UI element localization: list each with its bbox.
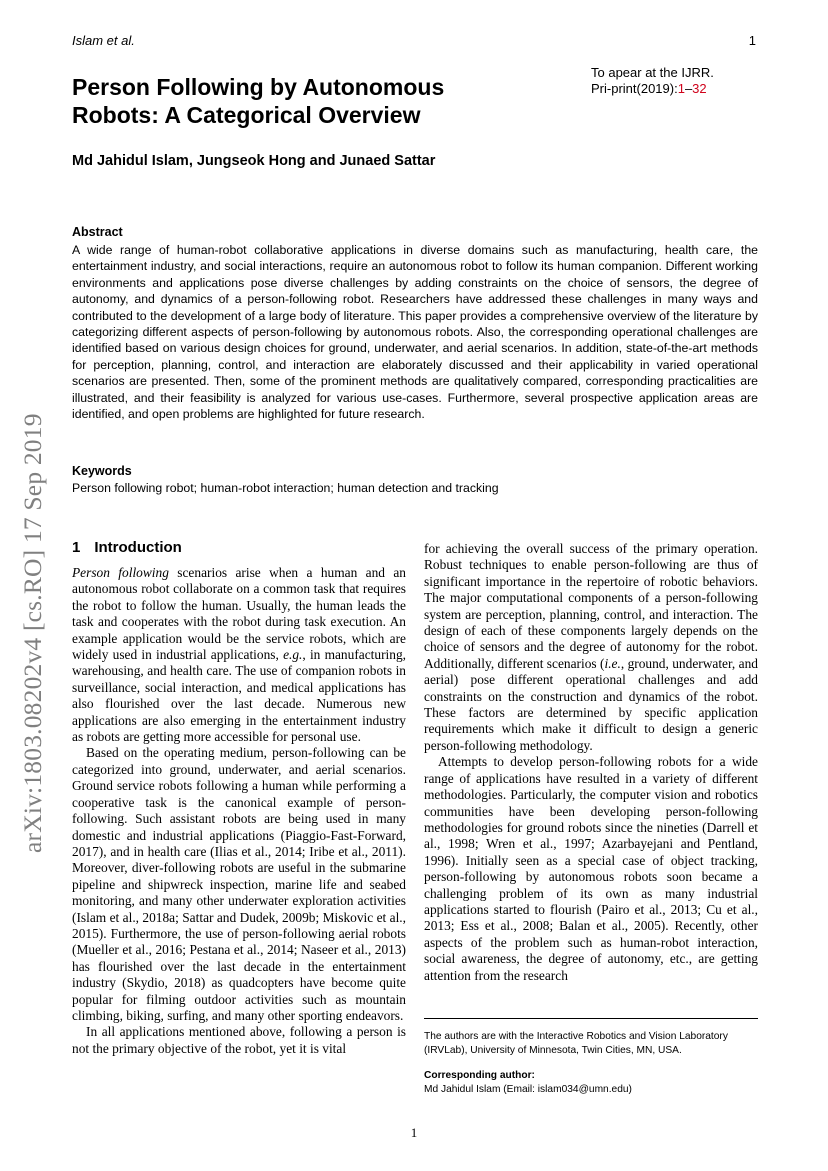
corresponding-author: Md Jahidul Islam (Email: islam034@umn.edu) [424,1084,632,1095]
title-line-2: Robots: A Categorical Overview [72,102,421,128]
page-number-bottom: 1 [410,1125,418,1140]
intro-paragraph-3: In all applications mentioned above, following a person is not the primary objective of the robot, yet it is vital [72,1024,406,1056]
footnote-rule [424,1018,758,1019]
keywords-heading: Keywords [72,464,132,478]
page-number-top: 1 [748,33,756,48]
venue-note [591,65,714,97]
intro-paragraph-2: Based on the operating medium, person-following can be categorized into ground, underwater, and aerial scenarios. Ground service robots following a human while performing a cooperative task is the canonical example of person-following. Such assistant robots are being used in many domestic and industrial applications (Piaggio-Fast-Forward, 2017), and in health care (Ilias et al., 2014; Iribe et al., 2011). Moreover, diver-following robots are useful in the submarine pipeline and shipwreck inspection, marine life and seabed monitoring, and many other underwater exploration activities (Islam et al., 2018a; Sattar and Dudek, 2009b; Miskovic et al., 2015). Furthermore, the use of person-following aerial robots (Mueller et al., 2016; Pestana et al., 2014; Naseer et al., 2013) has flourished over the last decade in the entertainment industry (Skydio, 2018) as quadcopters have become quite popular for filming outdoor activities such as mountain climbing, biking, surfing, and many other sporting endeavors. [72,745,406,1023]
author-list: Md Jahidul Islam, Jungseok Hong and Junaed Sattar [72,153,436,169]
abstract-heading: Abstract [72,225,123,239]
page-start-link[interactable]: 1 [677,81,685,96]
paper-title [72,73,532,129]
venue-line-2: Pri-print(2019):1–32 [591,81,707,96]
section-heading [72,539,182,556]
section-title: Introduction [94,539,182,556]
title-line-1: Person Following by Autonomous [72,74,445,100]
intro-paragraph-4: Attempts to develop person-following robots for a wide range of applications have resulted in a variety of different methodologies. Particularly, the computer vision and robotics communities have been developing person-following methodologies for ground robots since the nineties (Darrell et al., 1998; Wren et al., 1997; Azarbayejani and Pentland, 1996). Initially seen as a special case of object tracking, person-following by autonomous robots soon became a challenging problem of its own as many industrial applications started to flourish (Pairo et al., 2013; Cu et al., 2013; Ess et al., 2008; Balan et al., 2005). Recently, other aspects of the problem such as human-robot interaction, social awareness, the degree of autonomy, etc., are getting attention from the research [424,754,758,983]
intro-paragraph-1: Person following scenarios arise when a human and an autonomous robot collaborate on a common task that requires the robot to follow the human. Usually, the human leads the task and cooperates with the robot during task execution. An example application would be the service robots, which are widely used in industrial applications, e.g., in manufacturing, warehousing, and health care. The use of companion robots in surveillance, social interaction, and medical applications has also flourished over the last decade. Numerous new applications are also emerging in the entertainment industry as robots are getting more accessible for personal use. [72,565,407,745]
running-author: Islam et al. [72,33,135,48]
keywords-body: Person following robot; human-robot interaction; human detection and tracking [72,481,499,495]
section-number: 1 [72,539,81,556]
intro-paragraph-3-cont: for achieving the overall success of the primary operation. Robust techniques to enable person-following are thus of significant importance in the repertoire of robotic behaviors. The major computational components of a person-following system are perception, planning, control, and interaction. The design of each of these components largely depends on the choice of sensors and the degree of autonomy for the robot. Additionally, different scenarios (i.e., ground, underwater, and aerial) pose different operational challenges and add constraints on the construction and dynamics of the robot. These factors are determined by specific application requirements which make it difficult to design a generic person-following methodology. [424,541,758,753]
right-column [424,541,758,984]
abstract-body: A wide range of human-robot collaborative applications in diverse domains such as manufacturing, health care, the entertainment industry, and social interactions, require an autonomous robot to follow its human companion. Different working environments and applications pose diverse challenges by adding constraints on the choice of sensors, the degree of autonomy, and dynamics of a person-following robot. Researchers have addressed these challenges in many ways and contributed to the development of a large body of literature. This paper provides a comprehensive overview of the literature by categorizing different aspects of person-following by autonomous robots. Also, the corresponding operational challenges are identified based on various design choices for ground, underwater, and aerial scenarios. In addition, state-of-the-art methods for perception, planning, control, and interaction are elaborately discussed and their applicability in varied operational scenarios are presented. Then, some of the prominent methods are qualitatively compared, corresponding practicalities are illustrated, and their feasibility is analyzed for various use-cases. Furthermore, several prospective application areas are identified, and open problems are highlighted for future research. [72,243,758,422]
corresponding-author-heading: Corresponding author: [424,1070,535,1081]
left-column [72,565,406,1057]
page-end-link[interactable]: 32 [692,81,707,96]
arxiv-stamp: arXiv:1803.08202v4 [cs.RO] 17 Sep 2019 [18,413,47,853]
venue-line-1: To apear at the IJRR. [591,65,714,80]
footnote-affiliation: The authors are with the Interactive Robotics and Vision Laboratory (IRVLab), University of Minnesota, Twin Cities, MN, USA. [424,1031,728,1056]
